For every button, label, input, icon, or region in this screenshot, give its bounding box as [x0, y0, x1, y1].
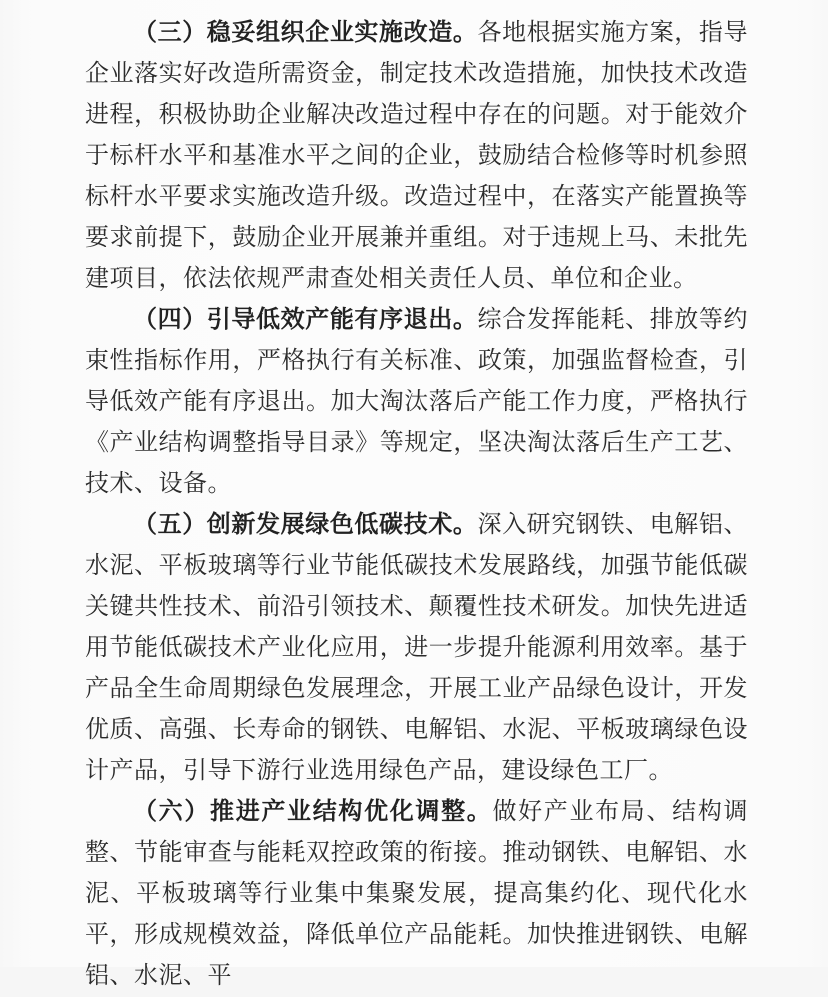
- paragraph-4-heading: （四）引导低效产能有序退出。: [133, 307, 478, 333]
- paragraph-6-body: 做好产业布局、结构调整、节能审查与能耗双控政策的衔接。推动钢铁、电解铝、水泥、平板玻璃等行业集中集聚发展，提高集约化、现代化水平，形成规模效益，降低单位产品能耗。加快推进钢铁、电解铝、水泥、平: [85, 799, 749, 989]
- paragraph-6: [85, 792, 748, 997]
- paragraph-3-body: 各地根据实施方案，指导企业落实好改造所需资金，制定技术改造措施，加快技术改造进程，积极协助企业解决改造过程中存在的问题。对于能效介于标杆水平和基准水平之间的企业，鼓励结合检修等时机参照标杆水平要求实施改造升级。改造过程中，在落实产能置换等要求前提下，鼓励企业开展兼并重组。对于违规上马、未批先建项目，依法依规严肃查处相关责任人员、单位和企业。: [85, 20, 749, 292]
- paragraph-3: [85, 13, 748, 300]
- document-text-block: [85, 13, 748, 997]
- paragraph-6-heading: （六）推进产业结构优化调整。: [133, 799, 493, 825]
- paragraph-5-body: 深入研究钢铁、电解铝、水泥、平板玻璃等行业节能低碳技术发展路线，加强节能低碳关键共性技术、前沿引领技术、颠覆性技术研发。加快先进适用节能低碳技术产业化应用，进一步提升能源利用效率。基于产品全生命周期绿色发展理念，开展工业产品绿色设计，开发优质、高强、长寿命的钢铁、电解铝、水泥、平板玻璃绿色设计产品，引导下游行业选用绿色产品，建设绿色工厂。: [85, 512, 749, 784]
- paragraph-4-body: 综合发挥能耗、排放等约束性指标作用，严格执行有关标准、政策，加强监督检查，引导低效产能有序退出。加大淘汰落后产能工作力度，严格执行《产业结构调整指导目录》等规定，坚决淘汰落后生产工艺、技术、设备。: [85, 307, 749, 497]
- paragraph-3-heading: （三）稳妥组织企业实施改造。: [133, 20, 478, 46]
- paragraph-5: [85, 505, 748, 792]
- paragraph-5-heading: （五）创新发展绿色低碳技术。: [133, 512, 478, 538]
- paragraph-4: [85, 300, 748, 505]
